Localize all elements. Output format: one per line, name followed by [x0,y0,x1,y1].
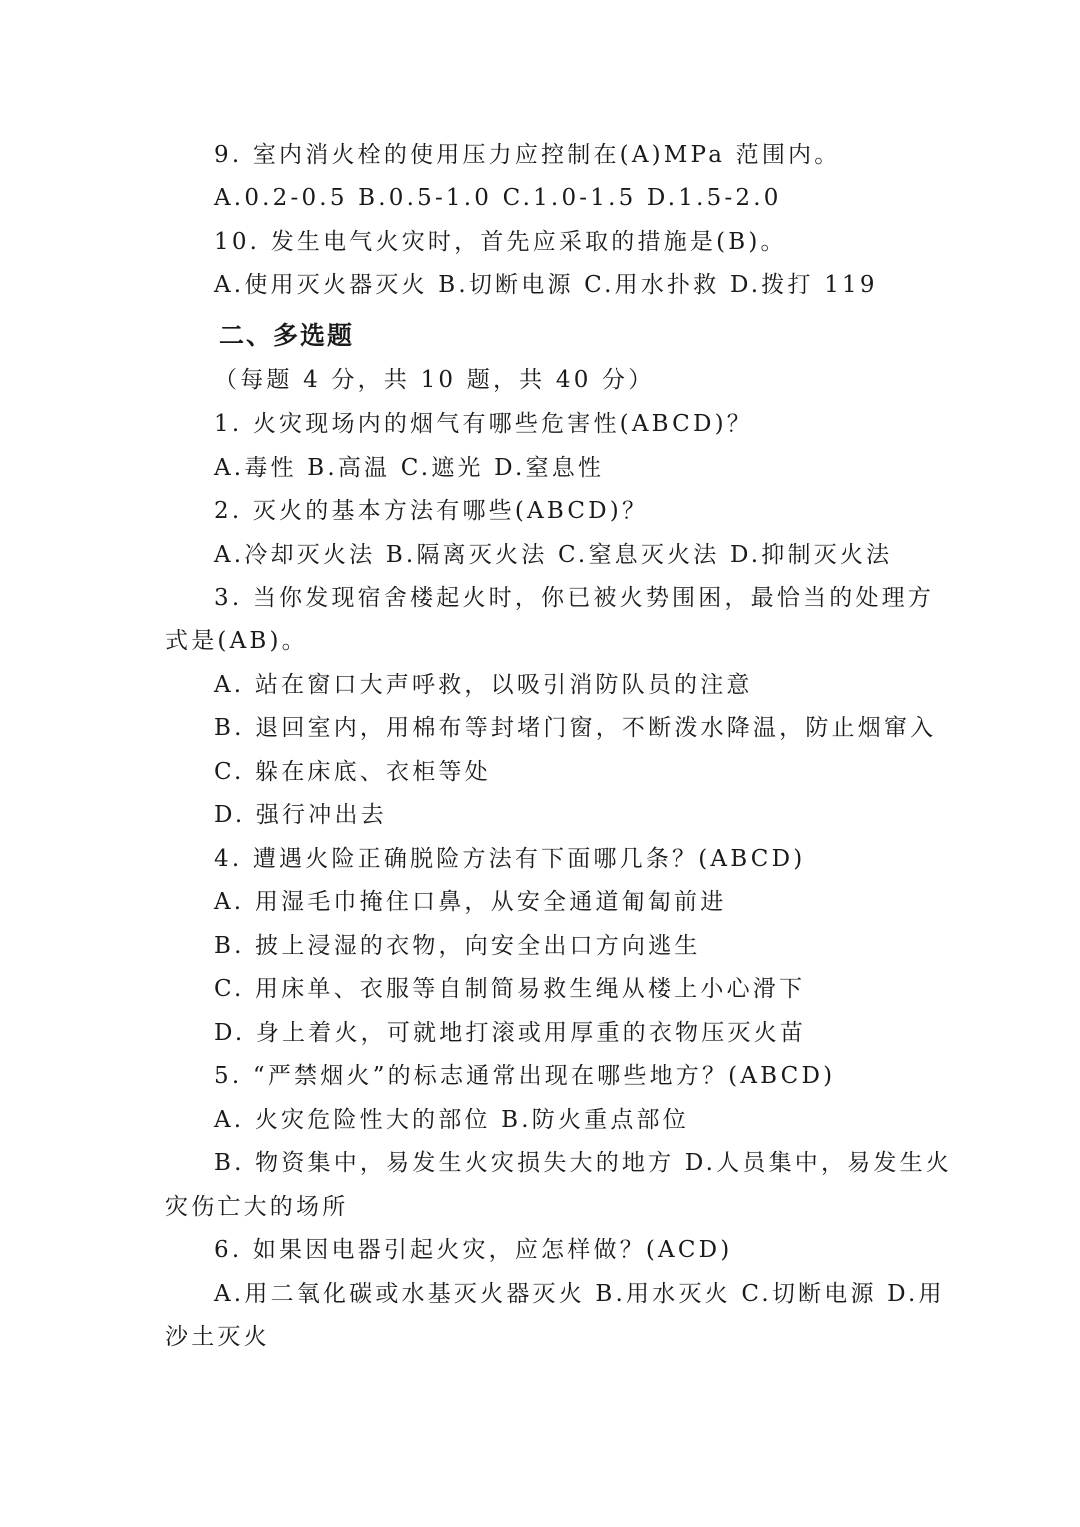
question-9: 9. 室内消火栓的使用压力应控制在(A)MPa 范围内。 [214,142,841,168]
multi-question-5-options-line3: 灾伤亡大的场所 [165,1194,349,1220]
multi-question-4: 4. 遭遇火险正确脱险方法有下面哪几条？(ABCD) [214,846,806,872]
question-10: 10. 发生电气火灾时，首先应采取的措施是(B)。 [214,229,787,255]
multi-question-3-option-c: C. 躲在床底、衣柜等处 [214,759,491,785]
multi-question-1: 1. 火灾现场内的烟气有哪些危害性(ABCD)？ [214,411,753,437]
multi-question-3-option-d: D. 强行冲出去 [214,802,387,828]
multi-question-2-options: A.冷却灭火法 B.隔离灭火法 C.窒息灭火法 D.抑制灭火法 [214,542,893,568]
multi-question-6-options-line1: A.用二氧化碳或水基灭火器灭火 B.用水灭火 C.切断电源 D.用 [214,1281,945,1307]
question-9-options: A.0.2-0.5 B.0.5-1.0 C.1.0-1.5 D.1.5-2.0 [214,185,782,211]
multi-question-4-option-a: A. 用湿毛巾掩住口鼻，从安全通道匍匐前进 [214,889,727,915]
multi-question-3-line1: 3. 当你发现宿舍楼起火时，你已被火势围困，最恰当的处理方 [214,585,935,611]
section-heading-multi-choice: 二、多选题 [219,321,355,350]
multi-question-6: 6. 如果因电器引起火灾，应怎样做？(ACD) [214,1237,733,1263]
multi-question-5-options-line2: B. 物资集中，易发生火灾损失大的地方 D.人员集中，易发生火 [214,1150,952,1176]
question-10-options: A.使用灭火器灭火 B.切断电源 C.用水扑救 D.拨打 119 [214,272,878,298]
multi-question-3-option-b: B. 退回室内，用棉布等封堵门窗，不断泼水降温，防止烟窜入 [214,715,937,741]
multi-question-3-option-a: A. 站在窗口大声呼救，以吸引消防队员的注意 [214,672,753,698]
multi-question-1-options: A.毒性 B.高温 C.遮光 D.窒息性 [214,455,605,481]
multi-question-6-options-line2: 沙土灭火 [165,1324,270,1350]
multi-question-4-option-b: B. 披上浸湿的衣物，向安全出口方向逃生 [214,933,701,959]
multi-question-3-line2: 式是(AB)。 [165,628,308,654]
multi-question-4-option-d: D. 身上着火，可就地打滚或用厚重的衣物压灭火苗 [214,1020,807,1046]
multi-question-5-options-line1: A. 火灾危险性大的部位 B.防火重点部位 [214,1107,689,1133]
multi-question-2: 2. 灭火的基本方法有哪些(ABCD)？ [214,498,649,524]
scoring-note: （每题 4 分，共 10 题，共 40 分） [214,367,655,393]
multi-question-4-option-c: C. 用床单、衣服等自制简易救生绳从楼上小心滑下 [214,976,806,1002]
multi-question-5: 5. “严禁烟火”的标志通常出现在哪些地方？(ABCD) [214,1063,836,1089]
